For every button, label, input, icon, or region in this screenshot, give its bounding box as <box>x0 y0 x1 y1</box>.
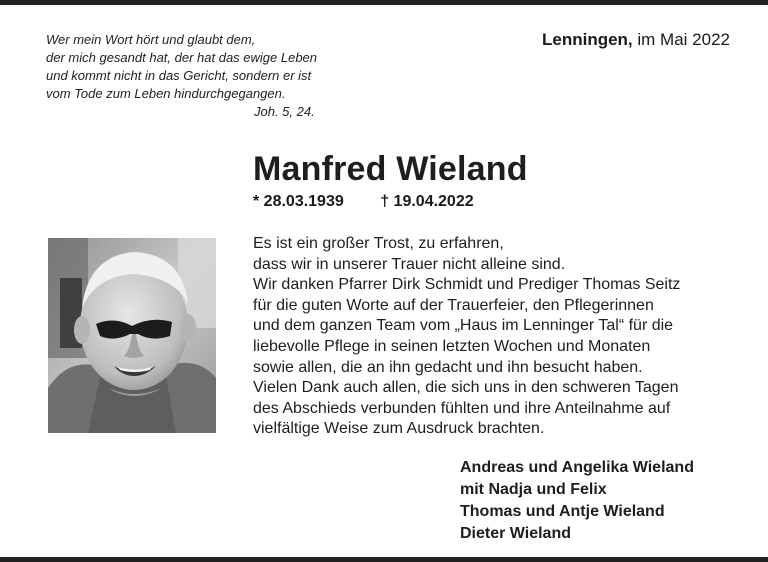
portrait-photo <box>48 238 216 433</box>
birth-date: * 28.03.1939 <box>253 193 344 210</box>
message-line: Wir danken Pfarrer Dirk Schmidt und Prediger Thomas Seitz <box>253 276 681 294</box>
death-date: † 19.04.2022 <box>380 193 474 210</box>
signatory-line: Thomas und Antje Wieland <box>460 503 665 520</box>
life-dates <box>253 193 474 211</box>
verse-line: der mich gesandt hat, der hat das ewige Leben <box>46 50 318 65</box>
verse-line: Wer mein Wort hört und glaubt dem, <box>46 32 256 47</box>
message-line: Es ist ein großer Trost, zu erfahren, <box>253 235 504 252</box>
message-line: Vielen Dank auch allen, die sich uns in den schweren Tagen <box>253 379 679 397</box>
verse-line: vom Tode zum Leben hindurchgegangen. <box>46 86 286 101</box>
portrait-illustration <box>48 238 216 433</box>
signatory-line: Dieter Wieland <box>460 525 571 542</box>
message-line: vielfältige Weise zum Ausdruck brachten. <box>253 420 545 438</box>
message-line: für die guten Worte auf der Trauerfeier, den Pflegerinnen <box>253 296 654 314</box>
deceased-name: Manfred Wieland <box>253 150 528 188</box>
place: Lenningen, <box>541 30 633 49</box>
message-line: liebevolle Pflege in seinen letzten Wochen und Monaten <box>253 337 651 355</box>
date: im Mai 2022 <box>637 30 730 49</box>
message-text <box>253 234 680 440</box>
message-line: sowie allen, die an ihn gedacht und ihn besucht haben. <box>253 358 643 376</box>
verse-line: und kommt nicht in das Gericht, sondern er ist <box>46 68 312 83</box>
bible-verse <box>46 31 317 121</box>
message-line: und dem ganzen Team vom „Haus im Lenninger Tal“ für die <box>253 317 674 335</box>
signatories <box>460 457 694 545</box>
signatory-line: mit Nadja und Felix <box>460 481 607 498</box>
signatory-line: Andreas und Angelika Wieland <box>460 459 694 476</box>
place-and-date <box>542 30 730 50</box>
message-line: dass wir in unserer Trauer nicht alleine sind. <box>253 255 566 273</box>
verse-reference: Joh. 5, 24. <box>254 104 315 119</box>
message-line: des Abschieds verbunden fühlten und ihre Anteilnahme auf <box>253 399 671 417</box>
